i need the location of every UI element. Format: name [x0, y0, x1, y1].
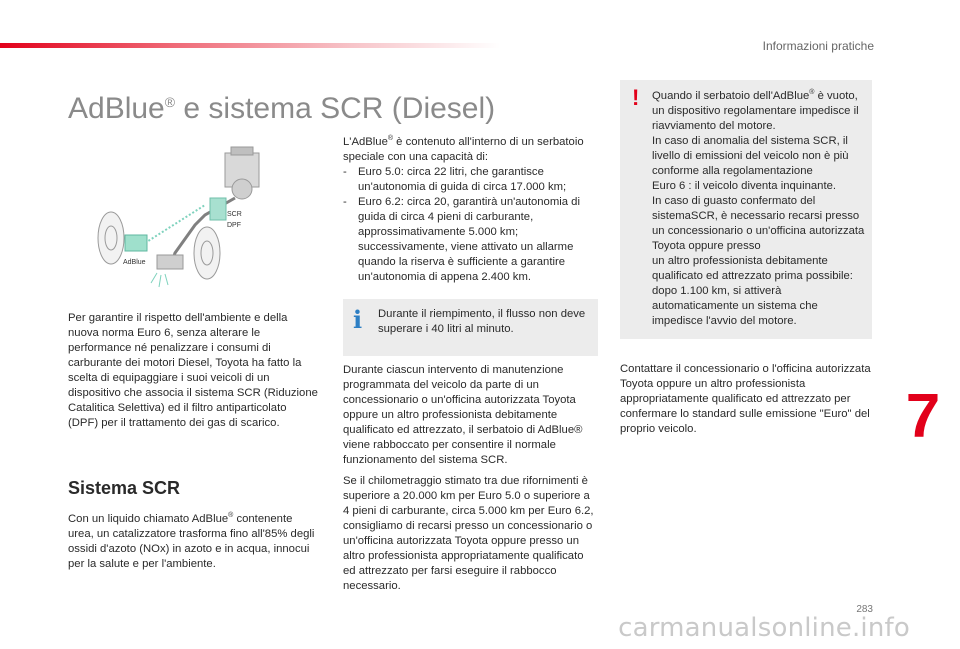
section-title: Informazioni pratiche — [762, 39, 874, 53]
chapter-number: 7 — [905, 382, 941, 451]
label-dpf: DPF — [227, 222, 241, 229]
capacity-list — [343, 165, 598, 285]
label-scr: SCR — [227, 211, 242, 218]
maintenance-paragraph: Durante ciascun intervento di manutenzione programmata del veicolo da parte di un concessionario o un'officina autorizzata Toyota oppure un altro professionista debitamente qualificato ed attrezzato, il serbatoio di AdBlue® viene rabboccato per consentire il normale funzionamento del sistema SCR. — [343, 364, 583, 466]
scr-paragraph: Con un liquido chiamato AdBlue® contenente urea, un catalizzatore trasforma fino all'85% degli ossidi d'azoto (NOx) in azoto e in acqua, innocui per la salute e per l'ambiente. — [68, 512, 315, 570]
column-maintenance — [343, 363, 598, 594]
list-item: - Euro 5.0: circa 22 litri, che garantisce un'autonomia di guida di circa 17.000 km; — [343, 165, 598, 195]
tank-lead: L'AdBlue® è contenuto all'interno di un serbatoio speciale con una capacità di: — [343, 135, 584, 163]
column-intro — [68, 311, 316, 431]
info-text: Durante il riempimento, il flusso non deve superare i 40 litri al minuto. — [378, 308, 586, 335]
mileage-paragraph: Se il chilometraggio stimato tra due rifornimenti è superiore a 20.000 km per Euro 5.0 o superiore a 4 pieni di carburante, circa 5.000 km per Euro 6.2, consigliamo di recarsi presso un concessionario o un'officina autorizzata Toyota oppure presso un altro professionista appropriatamente qualificato ed attrezzato per farsi eseguire il rabbocco necessario. — [343, 475, 594, 592]
warning-text: Quando il serbatoio dell'AdBlue® è vuoto, un dispositivo regolamentare impedisce il riavviamento del motore. In caso di anomalia del sistema SCR, il livello di emissioni del veicolo non è più conforme alla regolamentazione Euro 6 : il veicolo diventa inquinante. In caso di guasto confermato del sistemaSCR, è necessario recarsi presso un concessionario o un'officina autorizzata Toyota oppure presso un altro professionista debitamente qualificato ed attrezzato prima possibile: dopo 1.100 km, si attiverà automaticamente un sistema che impedisce l'avvio del motore. — [652, 89, 865, 327]
info-box — [343, 299, 598, 356]
list-item: - Euro 6.2: circa 20, garantirà un'autonomia di guida di circa 4 pieni di carburante, approssimativamente 5.000 km; successivamente, viene attivato un allarme quando la riserva è sufficiente a garantire un'autonomia di appena 2.400 km. — [343, 195, 598, 285]
scr-system-illustration — [95, 143, 278, 295]
watermark: carmanualsonline.info — [618, 613, 910, 643]
column-tank — [343, 131, 598, 285]
warning-icon: ! — [632, 85, 640, 110]
warning-box — [620, 80, 872, 339]
scr-heading: Sistema SCR — [68, 478, 181, 498]
intro-paragraph: Per garantire il rispetto dell'ambiente e della nuova norma Euro 6, senza alterare le performance né penalizzare i consumi di carburante dei motori Diesel, Toyota ha fatto la scelta di equipaggiare i suoi veicoli di un dispositivo che associa il sistema SCR (Riduzione Catalitica Selettiva) ed il filtro antiparticolato (DPF) per il trattamento dei gas di scarico. — [68, 312, 318, 429]
label-adblue: AdBlue — [123, 259, 146, 266]
page-number: 283 — [856, 604, 873, 615]
header-accent-bar — [0, 43, 500, 48]
info-icon: i — [353, 305, 363, 334]
page-title: AdBlue® e sistema SCR (Diesel) — [68, 92, 496, 126]
contact-paragraph: Contattare il concessionario o l'officina autorizzata Toyota oppure un altro professionista appropriatamente qualificato ed attrezzato per confermare lo standard sulle emissione "Euro" del proprio veicolo. — [620, 363, 871, 435]
